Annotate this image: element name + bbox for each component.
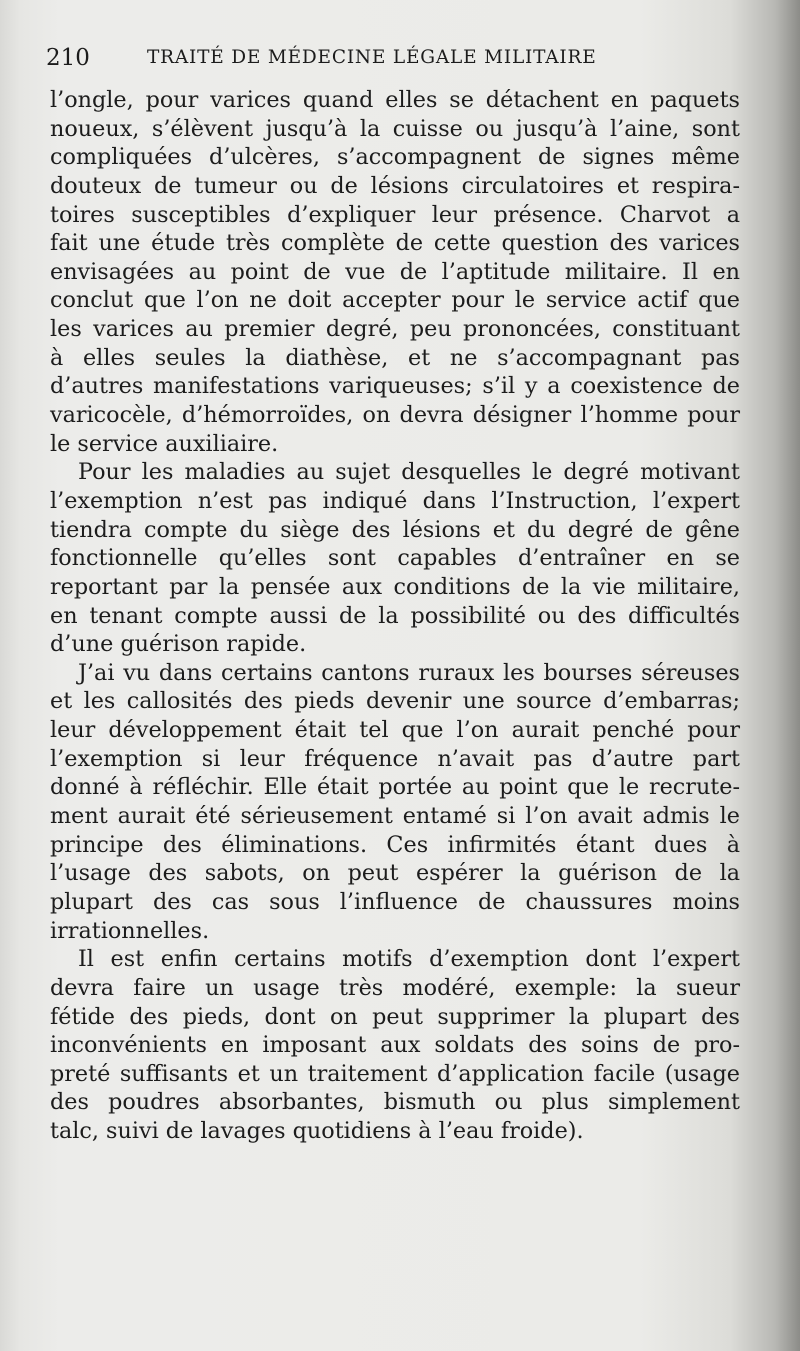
text-line: envisagées au point de vue de l’aptitude militaire. Il en xyxy=(50,258,740,285)
running-title: TRAITÉ DE MÉDECINE LÉGALE MILITAIRE xyxy=(147,47,597,68)
text-line: J’ai vu dans certains cantons ruraux les bourses séreuses xyxy=(78,659,740,686)
text-line: talc, suivi de lavages quotidiens à l’eau froide). xyxy=(50,1118,584,1145)
text-line: ment aurait été sérieusement entamé si l’on avait admis le xyxy=(50,803,740,830)
text-line: Il est enfin certains motifs d’exemption dont l’expert xyxy=(78,946,740,973)
text-line: devra faire un usage très modéré, exemple: la sueur xyxy=(50,974,740,1001)
text-line: irrationnelles. xyxy=(50,917,210,944)
text-line: plupart des cas sous l’influence de chaussures moins xyxy=(50,888,740,915)
text-line: le service auxiliaire. xyxy=(50,430,279,457)
text-line: des poudres absorbantes, bismuth ou plus simplement xyxy=(50,1089,740,1116)
text-line: varicocèle, d’hémorroïdes, on devra désigner l’homme pour xyxy=(50,402,740,429)
text-line: noueux, s’élèvent jusqu’à la cuisse ou jusqu’à l’aine, sont xyxy=(50,115,740,142)
text-line: l’exemption n’est pas indiqué dans l’Instruction, l’expert xyxy=(50,487,740,514)
text-line: leur développement était tel que l’on aurait penché pour xyxy=(50,717,740,744)
text-line: principe des éliminations. Ces infirmités étant dues à xyxy=(50,831,740,858)
text-line: d’une guérison rapide. xyxy=(50,631,307,658)
text-line: preté suffisants et un traitement d’application facile (usage xyxy=(50,1060,740,1087)
text-line: l’ongle, pour varices quand elles se détachent en paquets xyxy=(50,87,740,113)
body-text xyxy=(50,86,740,1146)
page-header xyxy=(46,42,746,74)
text-line: conclut que l’on ne doit accepter pour le service actif que xyxy=(50,287,740,314)
text-line: douteux de tumeur ou de lésions circulatoires et respira- xyxy=(50,172,740,199)
page-number: 210 xyxy=(46,45,90,71)
text-line: en tenant compte aussi de la possibilité ou des difficultés xyxy=(50,602,740,629)
text-line: donné à réfléchir. Elle était portée au point que le recrute- xyxy=(50,774,740,801)
text-line: fonctionnelle qu’elles sont capables d’entraîner en se xyxy=(50,545,740,572)
text-line: reportant par la pensée aux conditions de la vie militaire, xyxy=(50,573,740,600)
text-line: les varices au premier degré, peu prononcées, constituant xyxy=(50,316,740,343)
text-line: l’usage des sabots, on peut espérer la guérison de la xyxy=(50,860,740,887)
text-line: inconvénients en imposant aux soldats des soins de pro- xyxy=(50,1032,740,1059)
text-line: tiendra compte du siège des lésions et du degré de gêne xyxy=(50,516,740,543)
text-line: d’autres manifestations variqueuses; s’il y a coexistence de xyxy=(50,373,740,400)
text-line: fait une étude très complète de cette question des varices xyxy=(50,230,740,257)
text-line: Pour les maladies au sujet desquelles le degré motivant xyxy=(78,459,740,486)
text-line: et les callosités des pieds devenir une source d’embarras; xyxy=(50,688,740,715)
text-line: fétide des pieds, dont on peut supprimer la plupart des xyxy=(50,1003,740,1030)
text-line: l’exemption si leur fréquence n’avait pas d’autre part xyxy=(50,745,740,772)
text-line: à elles seules la diathèse, et ne s’accompagnant pas xyxy=(50,344,740,371)
text-line: compliquées d’ulcères, s’accompagnent de signes même xyxy=(50,144,740,171)
text-line: toires susceptibles d’expliquer leur présence. Charvot a xyxy=(50,201,740,228)
